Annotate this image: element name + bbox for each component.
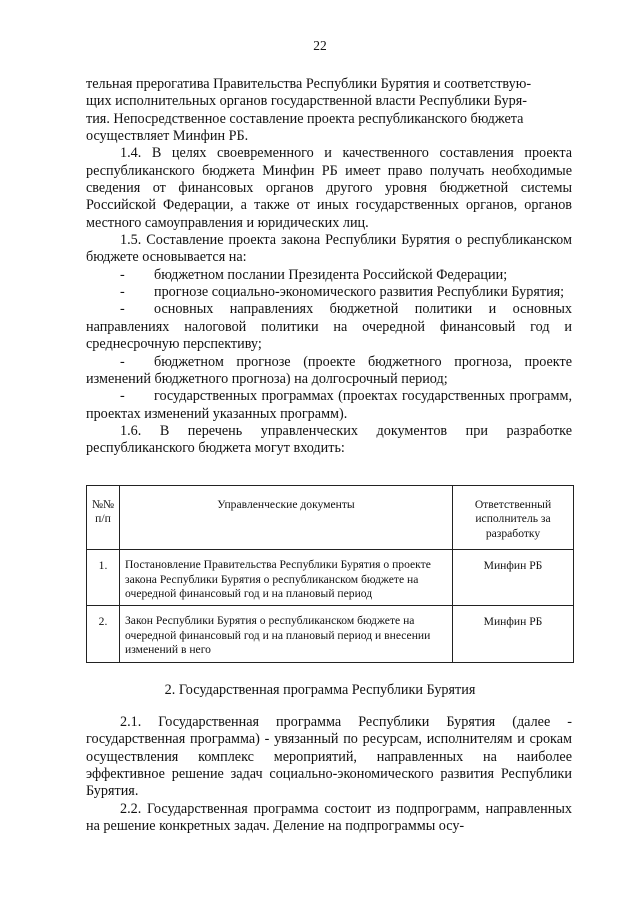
paragraph-1-6: 1.6. В перечень управленческих документов при разработке республиканского бюджета могут входить: <box>86 422 572 457</box>
text-block-bottom <box>86 714 572 835</box>
bullet-item <box>86 267 572 284</box>
bullet-item <box>86 301 572 353</box>
header-documents: Управленческие документы <box>120 486 453 550</box>
bullet-item <box>86 354 572 389</box>
bullet-text: государственных программах (проектах государственных программ, проектах изменений указанных программ). <box>86 388 572 422</box>
row-number: 1. <box>87 550 120 606</box>
text-block-top <box>86 76 572 458</box>
bullet-text: основных направлениях бюджетной политики и основных направлениях налоговой политики на очередной финансовый год и среднесрочную перспективу; <box>86 301 572 353</box>
bullet-dash: - <box>120 388 125 405</box>
paragraph-2-2: 2.2. Государственная программа состоит из подпрограмм, направленных на решение конкретных задач. Деление на подпрограммы осу- <box>86 800 572 835</box>
row-document: Закон Республики Бурятия о республиканском бюджете на очередной финансовый год и на плановый период и внесении изменений в него <box>120 606 453 662</box>
header-number: №№ п/п <box>87 486 120 550</box>
section-heading: 2. Государственная программа Республики Бурятия <box>164 682 476 698</box>
bullet-dash: - <box>120 301 125 318</box>
bullet-text: бюджетном послании Президента Российской Федерации; <box>154 266 508 283</box>
row-responsible: Минфин РБ <box>453 550 574 606</box>
row-responsible: Минфин РБ <box>453 606 574 662</box>
intro-line: осуществляет Минфин РБ. <box>86 128 249 145</box>
bullet-dash: - <box>120 284 125 301</box>
table-row <box>87 550 574 606</box>
intro-line: щих исполнительных органов государственной власти Республики Буря- <box>86 93 527 110</box>
intro-line: тельная прерогатива Правительства Республики Бурятия и соответствую- <box>86 76 532 92</box>
header-responsible: Ответственный исполнитель за разработку <box>453 486 574 550</box>
bullet-item <box>86 284 572 301</box>
row-number: 2. <box>87 606 120 662</box>
bullet-dash: - <box>120 266 125 283</box>
paragraph-2-1: 2.1. Государственная программа Республики Бурятия (далее - государственная программа) - увязанный по ресурсам, исполнителям и срокам осуществления комплекс мероприятий, направленных на наиболее эффективное решение задач социально-экономического развития Республики Бурятия. <box>86 714 572 800</box>
bullet-text: прогнозе социально-экономического развития Республики Бурятия; <box>154 284 565 301</box>
paragraph-1-5: 1.5. Составление проекта закона Республики Бурятия о республиканском бюджете основывается на: <box>86 232 572 266</box>
bullet-dash: - <box>120 353 125 370</box>
bullet-item <box>86 388 572 423</box>
documents-table <box>86 485 574 663</box>
paragraph-1-4: 1.4. В целях своевременного и качественного составления проекта республиканского бюджета Минфин РБ имеет право получать необходимые сведения от финансовых органов другого уровня бюджетной системы Российской Федерации, а также от иных государственных органов, органов местного самоуправления и юридических лиц. <box>86 145 572 231</box>
row-document: Постановление Правительства Республики Бурятия о проекте закона Республики Бурятия о республиканском бюджете на очередной финансовый год и на плановый период <box>120 550 453 606</box>
page-number: 22 <box>313 38 327 53</box>
table-row <box>87 606 574 662</box>
intro-line: тия. Непосредственное составление проекта республиканского бюджета <box>86 110 524 127</box>
bullet-text: бюджетном прогнозе (проекте бюджетного прогноза, проекте изменений бюджетного прогноза) на долгосрочный период; <box>86 353 572 387</box>
table-header-row <box>87 486 574 550</box>
